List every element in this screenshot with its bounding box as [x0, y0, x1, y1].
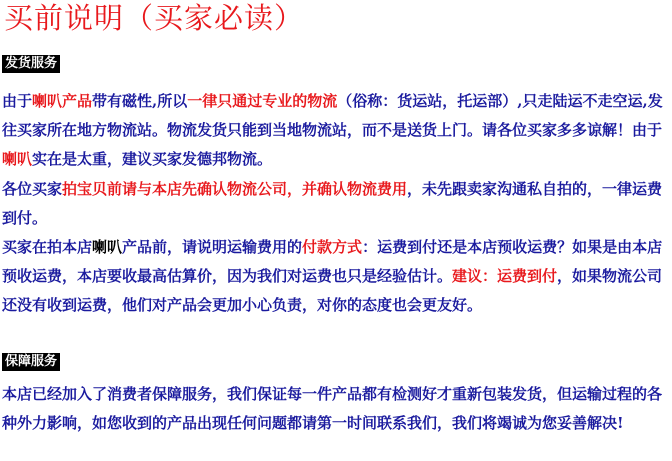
text-run: 一律只通过专业的物流	[187, 92, 338, 110]
text-run: 付款方式	[302, 238, 363, 256]
guarantee-paragraph	[2, 380, 668, 438]
text-run: 各位买家	[2, 180, 63, 198]
text-run: （俗称：货运站，托运部）,只走陆运不走空运,发往买家所在地方物流站。物流发货只能到当地物流站，而不是送货上门。请各位买家多多谅解！由于	[2, 92, 663, 139]
shipping-paragraph-2	[2, 175, 668, 233]
shipping-paragraph-1	[2, 87, 668, 174]
text-run: ，未先跟卖家沟通私自拍的，一律运费到付。	[2, 180, 663, 227]
text-run: 实在是太重，建议买家发德邦物流。	[32, 150, 273, 168]
text-run: 本店已经加入了消费者保障服务，我们保证每一件产品都有检测好才重新包装发货，但运输过程的各种外力影响，如您收到的产品出现任何问题都请第一时间联系我们，我们将竭诚为您妥善解决!	[2, 385, 663, 432]
text-run: 拍宝贝前请与本店先确认物流公司，并确认物流费用	[62, 180, 408, 198]
text-run: ，如果物流公司还没有收到运费，他们对产品会更加小心负责，对你的态度也会更友好。	[2, 267, 663, 314]
text-run: 买家在拍本店	[2, 238, 93, 256]
text-run: 带有磁性,所以	[92, 92, 188, 110]
shipping-paragraph-3	[2, 233, 668, 320]
section-label-guarantee: 保障服务	[2, 353, 60, 371]
text-run: ：运费到付还是本店预收运费？如果是由本店预收运费，本店要收最高估算价，因为我们对运费也只是经验估计。	[2, 238, 663, 285]
text-run: 喇叭	[2, 150, 33, 168]
text-run: 喇叭产品	[32, 92, 93, 110]
text-run: 产品前，请说明运输费用的	[122, 238, 303, 256]
text-run: 由于	[2, 92, 33, 110]
text-run: 喇叭	[92, 238, 123, 256]
section-label-shipping: 发货服务	[2, 55, 60, 73]
page-title: 买前说明（买家必读）	[4, 1, 305, 35]
text-run: 建议：运费到付	[452, 267, 558, 285]
